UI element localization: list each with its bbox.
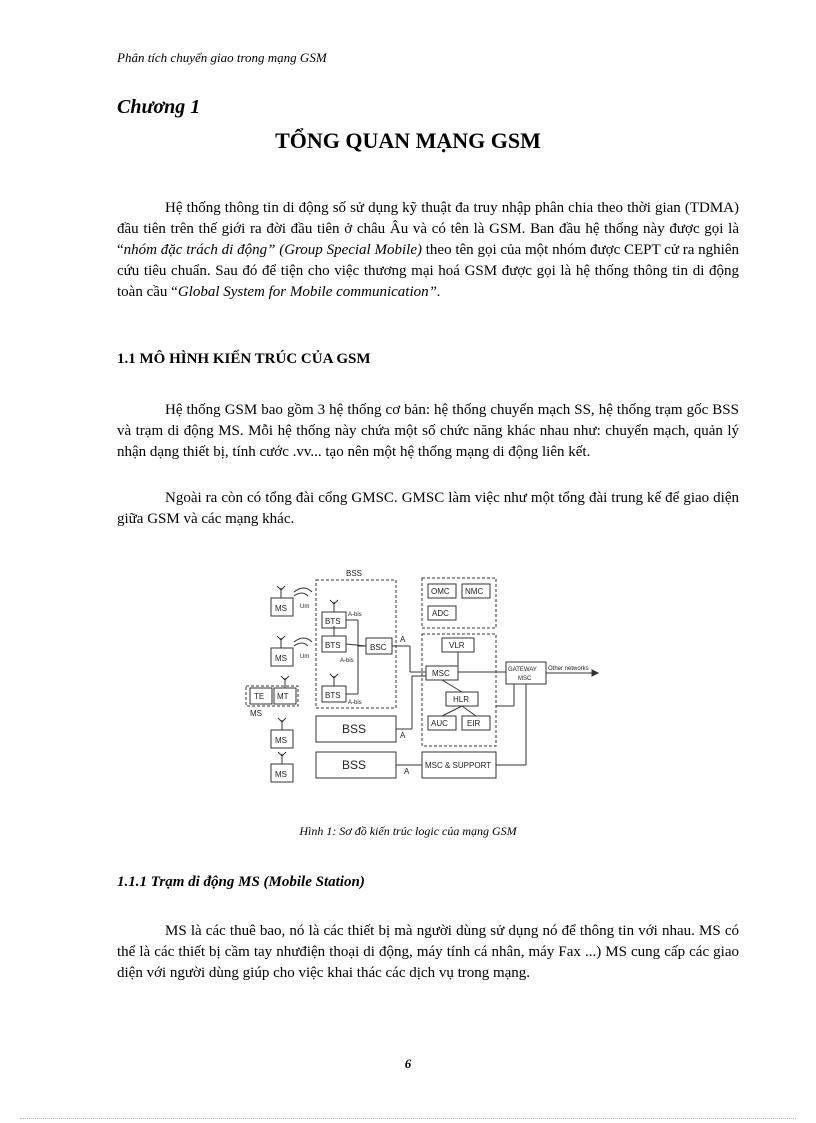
label-a-3: A: [404, 767, 410, 776]
label-gateway-2: MSC: [518, 676, 532, 682]
label-ms-2: MS: [275, 654, 287, 663]
intro-emphasis-2: Global System for Mobile communication”.: [177, 284, 441, 300]
label-omc: OMC: [431, 587, 450, 596]
label-te: TE: [254, 692, 265, 701]
label-adc: ADC: [432, 609, 449, 618]
label-msc: MSC: [432, 669, 450, 678]
label-mt: MT: [277, 692, 289, 701]
label-bts-3: BTS: [325, 691, 341, 700]
label-ms-4: MS: [275, 770, 287, 779]
label-um-2: Um: [300, 654, 310, 660]
label-bts-2: BTS: [325, 641, 341, 650]
label-bss-group: BSS: [346, 569, 363, 578]
label-ms-group: MS: [250, 709, 262, 718]
label-abis-1: A-bis: [348, 612, 362, 618]
section-1-1-paragraph-1: Hệ thống GSM bao gồm 3 hệ thống cơ bản: hệ thống chuyển mạch SS, hệ thống trạm gốc BSS và trạm di động MS. Mỗi hệ thống này chứa một số chức năng khác nhau như: chuyển mạch, quản lý nhận dạng thiết bị, tính cước .vv... tạo nên một hệ thống mạng di động liên kết.: [117, 402, 739, 460]
label-gateway-1: GATEWAY: [508, 667, 537, 673]
intro-paragraph: [117, 198, 739, 303]
label-bss-box-2: BSS: [342, 758, 367, 772]
label-bss-box-1: BSS: [342, 722, 367, 736]
label-um-1: Um: [300, 604, 310, 610]
label-bts-1: BTS: [325, 617, 341, 626]
running-header: Phân tích chuyển giao trong mạng GSM: [117, 50, 327, 65]
label-hlr: HLR: [453, 695, 470, 704]
label-bsc: BSC: [370, 643, 387, 652]
figure-caption: Hình 1: Sơ đồ kiến trúc logic của mạng GSM: [299, 824, 517, 838]
label-ms-3: MS: [275, 736, 287, 745]
section-1-1-paragraph-2: Ngoài ra còn có tổng đài cổng GMSC. GMSC làm việc như một tổng đài trung kế để giao diện giữa GSM và các mạng khác.: [117, 490, 739, 527]
label-abis-2: A-bis: [340, 658, 354, 664]
label-a-1: A: [400, 635, 406, 644]
label-nmc: NMC: [465, 587, 484, 596]
label-auc: AUC: [431, 719, 448, 728]
section-heading-1-1: 1.1 MÔ HÌNH KIẾN TRÚC CỦA GSM: [117, 351, 371, 367]
subsection-heading-1-1-1: 1.1.1 Trạm di động MS (Mobile Station): [117, 874, 365, 890]
intro-emphasis-1: nhóm đặc trách di động” (Group Special Mobile): [123, 242, 422, 258]
chapter-label: Chương 1: [117, 96, 201, 118]
label-vlr: VLR: [449, 641, 465, 650]
chapter-title: TỔNG QUAN MẠNG GSM: [275, 128, 541, 153]
label-eir: EIR: [467, 719, 481, 728]
label-msc-support: MSC & SUPPORT: [425, 761, 492, 770]
label-other-networks: Other networks: [548, 666, 589, 672]
arrow-head-icon: [592, 670, 598, 676]
footer-rule: [20, 1118, 796, 1119]
intro-text-b: theo tên gọi của một nhóm được CEPT cử ra nghiên cứu tiêu chuẩn. Sau đó để tiện cho việc thương mại hoá GSM được gọi là hệ thống thông tin di động toàn cầu “: [117, 242, 739, 300]
intro-text-a: Hệ thống thông tin di động số sử dụng kỹ thuật đa truy nhập phân chia theo thời gian (TDMA) đầu tiên trên thế giới ra đời đầu tiên ở châu Âu và có tên là GSM. Ban đầu hệ thống này được gọi là “: [117, 200, 739, 258]
section-1-1-1-paragraph: MS là các thuê bao, nó là các thiết bị mà người dùng sử dụng nó để thông tin với nhau. MS có thể là các thiết bị cầm tay nhưđiện thoại di động, máy tính cá nhân, máy Fax ...) MS cung cấp các giao diện với người dùng giúp cho việc khai thác các dịch vụ trong mạng.: [117, 923, 739, 981]
label-a-2: A: [400, 731, 406, 740]
page-number: 6: [404, 1056, 412, 1071]
gsm-architecture-diagram: [244, 566, 616, 788]
label-abis-3: A-bis: [348, 700, 362, 706]
label-ms-1: MS: [275, 604, 287, 613]
